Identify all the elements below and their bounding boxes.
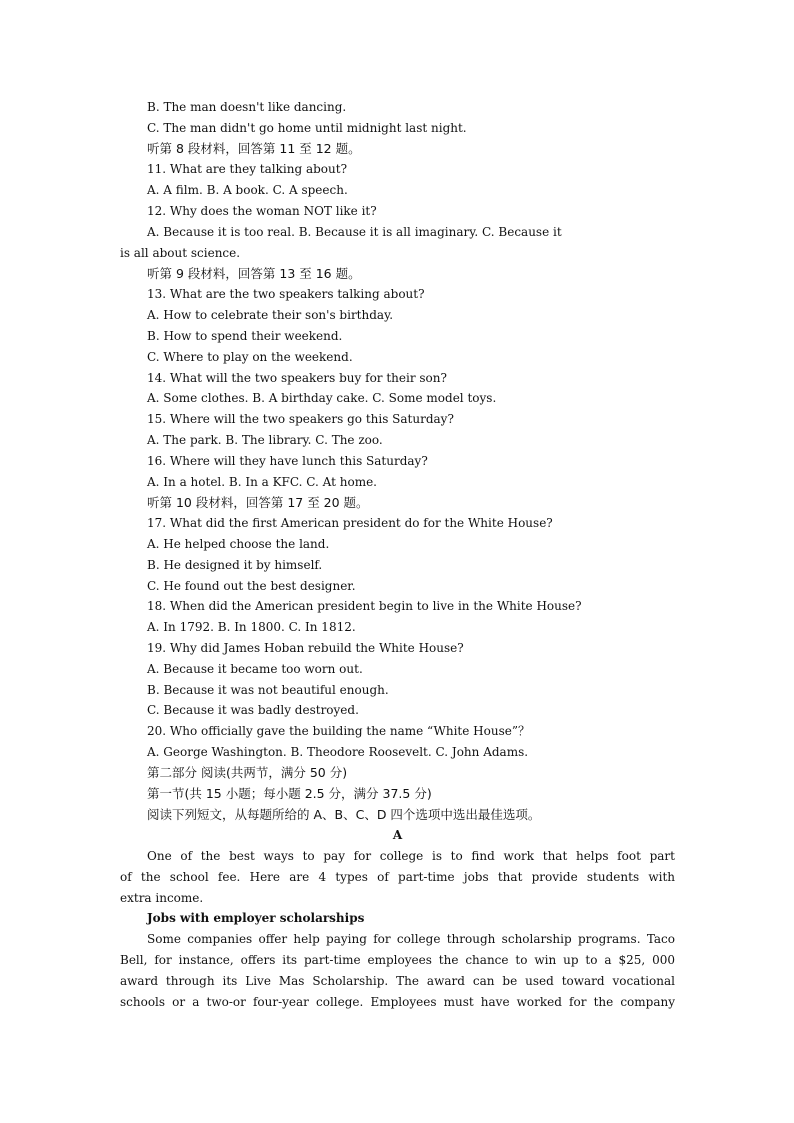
question-line: 16. Where will they have lunch this Saturday? [147,454,428,468]
section-instruction: 听第 8 段材料，回答第 11 至 12 题。 [147,141,361,156]
option-line: A. A film. B. A book. C. A speech. [147,183,348,197]
option-line: B. He designed it by himself. [147,558,323,572]
option-line: A. Because it is too real. B. Because it is all imaginary. C. Because it [147,225,562,239]
option-line: C. Where to play on the weekend. [147,350,353,364]
section-instruction: 听第 9 段材料，回答第 13 至 16 题。 [147,266,361,281]
question-line: 15. Where will the two speakers go this Saturday? [147,412,454,426]
question-line: 18. When did the American president begin to live in the White House? [147,599,582,613]
passage-label: A [392,828,403,842]
option-line: A. In a hotel. B. In a KFC. C. At home. [147,475,377,489]
passage-line: Bell, for instance, offers its part-time employees the chance to win up to a $25, 000 [120,953,675,967]
question-line: 17. What did the first American president do for the White House? [147,516,553,530]
option-line: A. Some clothes. B. A birthday cake. C. Some model toys. [147,391,497,405]
question-line: 11. What are they talking about? [147,162,347,176]
passage-line: extra income. [120,891,204,905]
question-line: 12. Why does the woman NOT like it? [147,204,377,218]
option-line: B. The man doesn't like dancing. [147,100,347,114]
option-line: B. How to spend their weekend. [147,329,343,343]
passage-line: Some companies offer help paying for college through scholarship programs. Taco [147,932,675,946]
option-line: A. Because it became too worn out. [147,662,363,676]
passage-line: One of the best ways to pay for college is to find work that helps foot part [147,849,675,863]
question-line: 13. What are the two speakers talking about? [147,287,425,301]
option-line: A. The park. B. The library. C. The zoo. [147,433,383,447]
option-line: A. George Washington. B. Theodore Roosevelt. C. John Adams. [147,745,529,759]
option-line: C. He found out the best designer. [147,579,356,593]
option-line: C. The man didn't go home until midnight last night. [147,121,467,135]
option-line: is all about science. [120,246,241,260]
section-instruction: 听第 10 段材料，回答第 17 至 20 题。 [147,495,369,510]
passage-line: of the school fee. Here are 4 types of part-time jobs that provide students with [120,870,675,884]
option-line: A. In 1792. B. In 1800. C. In 1812. [147,620,356,634]
reading-instruction: 阅读下列短文，从每题所给的 A、B、C、D 四个选项中选出最佳选项。 [147,807,541,822]
option-line: C. Because it was badly destroyed. [147,703,359,717]
option-line: A. He helped choose the land. [147,537,330,551]
passage-line: award through its Live Mas Scholarship. The award can be used toward vocational [120,974,675,988]
subheading: Jobs with employer scholarships [147,911,365,925]
question-line: 20. Who officially gave the building the name “White House”？ [147,724,530,738]
section-heading: 第一节(共 15 小题；每小题 2.5 分，满分 37.5 分) [147,786,432,801]
part-heading: 第二部分 阅读(共两节，满分 50 分) [147,765,348,780]
option-line: A. How to celebrate their son's birthday. [147,308,394,322]
question-line: 19. Why did James Hoban rebuild the White House? [147,641,464,655]
question-line: 14. What will the two speakers buy for their son? [147,371,447,385]
option-line: B. Because it was not beautiful enough. [147,683,389,697]
passage-line: schools or a two-or four-year college. Employees must have worked for the company [120,995,675,1009]
